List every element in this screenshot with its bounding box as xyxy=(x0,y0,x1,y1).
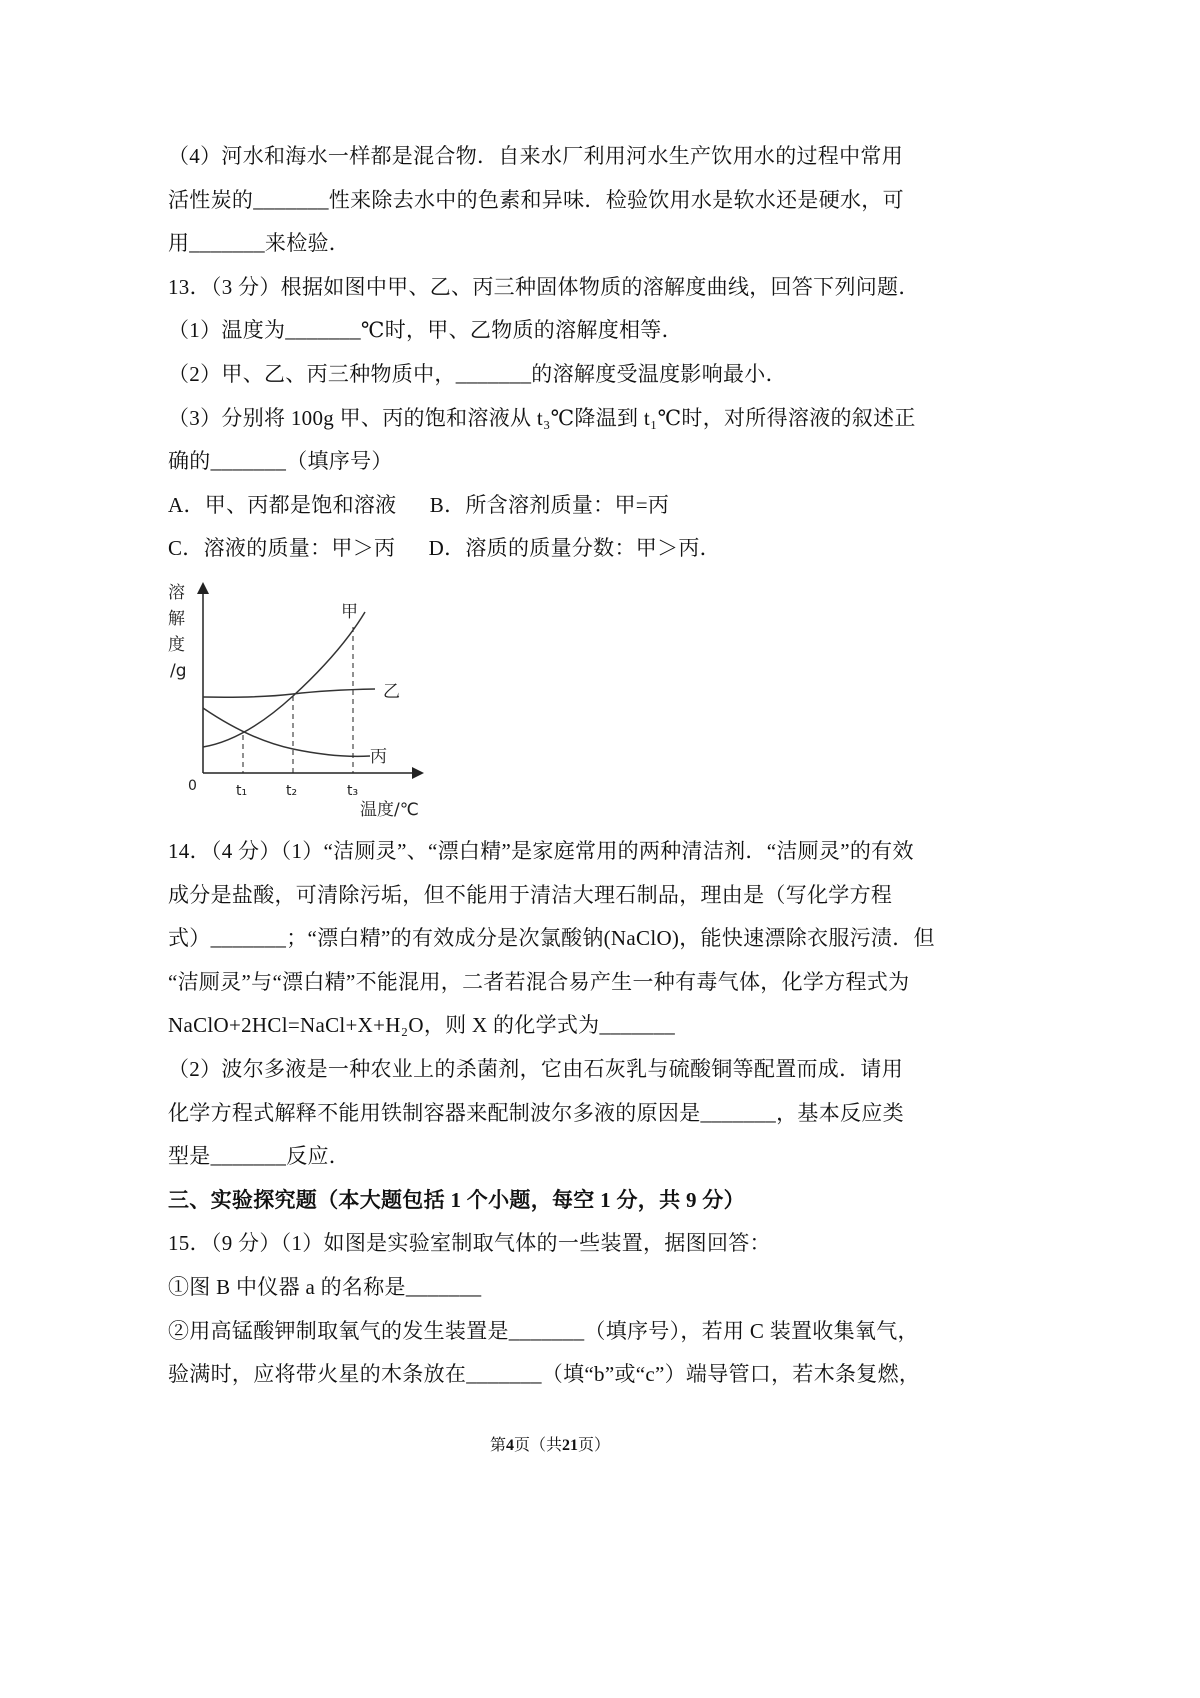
series-label-jia: 甲 xyxy=(341,602,358,622)
text-line: 确的_______（填序号） xyxy=(168,449,393,474)
section-heading: 三、实验探究题（本大题包括 1 个小题，每空 1 分，共 9 分） xyxy=(168,1187,745,1212)
option-line: A．甲、丙都是饱和溶液 B．所含溶剂质量：甲=丙 xyxy=(168,492,670,517)
text-line: （2）波尔多液是一种农业上的杀菌剂，它由石灰乳与硫酸铜等配置而成．请用 xyxy=(168,1056,903,1081)
question-block-1 xyxy=(168,135,958,571)
y-label-char: 解 xyxy=(168,609,185,629)
question-13-title: 13．（3 分）根据如图中甲、乙、丙三种固体物质的溶解度曲线，回答下列问题． xyxy=(168,274,920,299)
text-line: （1）温度为_______℃时，甲、乙物质的溶解度相等． xyxy=(168,318,683,343)
question-block-2 xyxy=(168,830,958,1397)
text-line: “洁厕灵”与“漂白精”不能混用，二者若混合易产生一种有毒气体，化学方程式为 xyxy=(168,969,910,994)
text-line: 化学方程式解释不能用铁制容器来配制波尔多液的原因是_______，基本反应类 xyxy=(168,1100,904,1125)
curve-bing xyxy=(203,708,370,756)
option-line: C．溶液的质量：甲＞丙 D．溶质的质量分数：甲＞丙． xyxy=(168,536,721,561)
question-15-title: 15．（9 分）（1）如图是实验室制取气体的一些装置，据图回答： xyxy=(168,1231,771,1256)
series-label-yi: 乙 xyxy=(383,682,400,702)
text-line: 成分是盐酸，可清除污垢，但不能用于清洁大理石制品，理由是（写化学方程 xyxy=(168,882,893,907)
y-label-char: 溶 xyxy=(168,583,185,603)
text-line: 用_______来检验． xyxy=(168,231,351,256)
footer-prefix: 第 xyxy=(489,1437,506,1454)
y-label-unit: /g xyxy=(170,661,187,681)
text-line: ①图 B 中仪器 a 的名称是_______ xyxy=(168,1274,482,1299)
text-line: NaClO+2HCl=NaCl+X+H₂O，则 X 的化学式为_______ xyxy=(168,1013,676,1038)
footer-suffix: 页） xyxy=(578,1437,611,1454)
page-footer xyxy=(0,1432,1100,1455)
text-line: （3）分别将 100g 甲、丙的饱和溶液从 t₃℃降温到 t₁℃时，对所得溶液的叙述正 xyxy=(168,405,916,430)
text-line: ②用高锰酸钾制取氧气的发生装置是_______（填序号），若用 C 装置收集氧气， xyxy=(168,1318,919,1343)
solubility-curve-chart xyxy=(160,575,440,835)
series-label-bing: 丙 xyxy=(370,747,387,767)
y-label-char: 度 xyxy=(168,635,185,655)
tick-label-t2: t₂ xyxy=(286,783,298,799)
footer-mid: 页（共 xyxy=(513,1437,562,1454)
tick-label-t3: t₃ xyxy=(347,783,359,799)
curve-jia xyxy=(203,612,365,747)
text-line: 型是_______反应． xyxy=(168,1144,351,1169)
origin-label: 0 xyxy=(188,778,197,794)
tick-label-t1: t₁ xyxy=(236,783,248,799)
question-14-title: 14．（4 分）（1）“洁厕灵”、“漂白精”是家庭常用的两种清洁剂．“洁厕灵”的有效 xyxy=(168,839,914,863)
text-line: 活性炭的_______性来除去水中的色素和异味．检验饮用水是软水还是硬水，可 xyxy=(168,187,904,212)
text-line: （2）甲、乙、丙三种物质中，_______的溶解度受温度影响最小． xyxy=(168,361,787,386)
x-axis-label: 温度/℃ xyxy=(360,800,419,820)
curve-yi xyxy=(203,689,375,697)
text-line: （4）河水和海水一样都是混合物．自来水厂利用河水生产饮用水的过程中常用 xyxy=(168,144,903,168)
text-line: 式）_______；“漂白精”的有效成分是次氯酸钠(NaClO)，能快速漂除衣服污渍．但 xyxy=(168,926,935,951)
page-total: 21 xyxy=(562,1437,578,1454)
page-number: 4 xyxy=(505,1437,514,1454)
text-line: 验满时，应将带火星的木条放在_______（填“b”或“c”）端导管口，若木条复燃， xyxy=(168,1362,921,1387)
